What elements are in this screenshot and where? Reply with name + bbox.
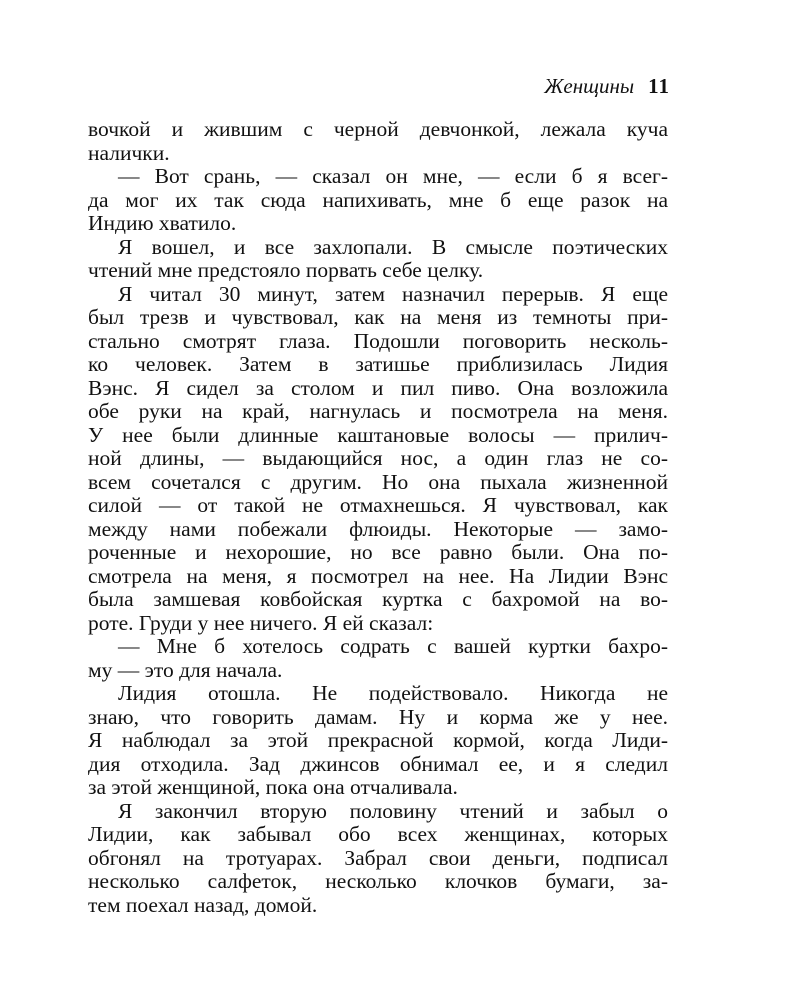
- text-line: — Вот срань, — сказал он мне, — если б я всег-: [118, 164, 668, 188]
- text-line: ной длины, — выдающийся нос, а один глаз не со-: [88, 446, 668, 470]
- text-line: роте. Груди у нее ничего. Я ей сказал:: [88, 610, 434, 635]
- text-line: Я закончил вторую половину чтений и забыл о: [118, 798, 668, 823]
- text-line: Я вошел, и все захлопали. В смысле поэтических: [118, 234, 668, 259]
- text-line: тем поехал назад, домой.: [88, 892, 318, 917]
- text-line: му — это для начала.: [88, 657, 283, 682]
- text-line: Лидия отошла. Не подействовало. Никогда не: [118, 681, 668, 705]
- text-line: обе руки на край, нагнулась и посмотрела на меня.: [88, 399, 668, 423]
- text-line: Индию хватило.: [88, 211, 237, 235]
- text-line: между нами побежали флюиды. Некоторые — замо-: [88, 516, 668, 541]
- text-line: обгонял на тротуарах. Забрал свои деньги, подписал: [88, 845, 668, 870]
- text-line: Лидии, как забывал обо всех женщинах, которых: [88, 822, 668, 846]
- text-line: силой — от такой не отмахнешься. Я чувствовал, как: [88, 493, 668, 517]
- text-line: налички.: [88, 140, 170, 165]
- text-line: Я наблюдал за этой прекрасной кормой, когда Лиди-: [88, 728, 668, 752]
- text-line: всем сочетался с другим. Но она пыхала жизненной: [88, 469, 668, 494]
- body-text: [88, 118, 668, 917]
- text-line: Вэнс. Я сидел за столом и пил пиво. Она возложила: [88, 375, 668, 400]
- text-line: стально смотрят глаза. Подошли поговорить несколь-: [88, 328, 668, 353]
- text-line: была замшевая ковбойская куртка с бахромой на во-: [88, 587, 668, 611]
- text-line: дия отходила. Зад джинсов обнимал ее, и я следил: [88, 751, 668, 776]
- text-line: да мог их так сюда напихивать, мне б еще разок на: [88, 187, 668, 212]
- text-line: знаю, что говорить дамам. Ну и корма же у нее.: [88, 704, 668, 729]
- page-number: 11: [648, 74, 670, 98]
- text-line: ко человек. Затем в затишье приблизилась Лидия: [88, 352, 668, 376]
- text-line: — Мне б хотелось содрать с вашей куртки бахро-: [118, 634, 668, 658]
- text-line: был трезв и чувствовал, как на меня из темноты при-: [88, 305, 668, 329]
- text-line: смотрела на меня, я посмотрел на нее. На Лидии Вэнс: [88, 563, 668, 588]
- text-line: чтений мне предстояло порвать себе целку.: [88, 258, 484, 282]
- chapter-title: Женщины: [544, 74, 635, 98]
- text-line: за этой женщиной, пока она отчаливала.: [88, 775, 458, 799]
- text-line: Я читал 30 минут, затем назначил перерыв. Я еще: [118, 281, 668, 306]
- text-line: вочкой и жившим с черной девчонкой, лежала куча: [88, 117, 668, 141]
- running-head: [544, 72, 670, 100]
- text-line: несколько салфеток, несколько клочков бумаги, за-: [88, 869, 668, 893]
- text-line: У нее были длинные каштановые волосы — прилич-: [88, 422, 668, 447]
- text-line: роченные и нехорошие, но все равно были. Она по-: [88, 540, 668, 564]
